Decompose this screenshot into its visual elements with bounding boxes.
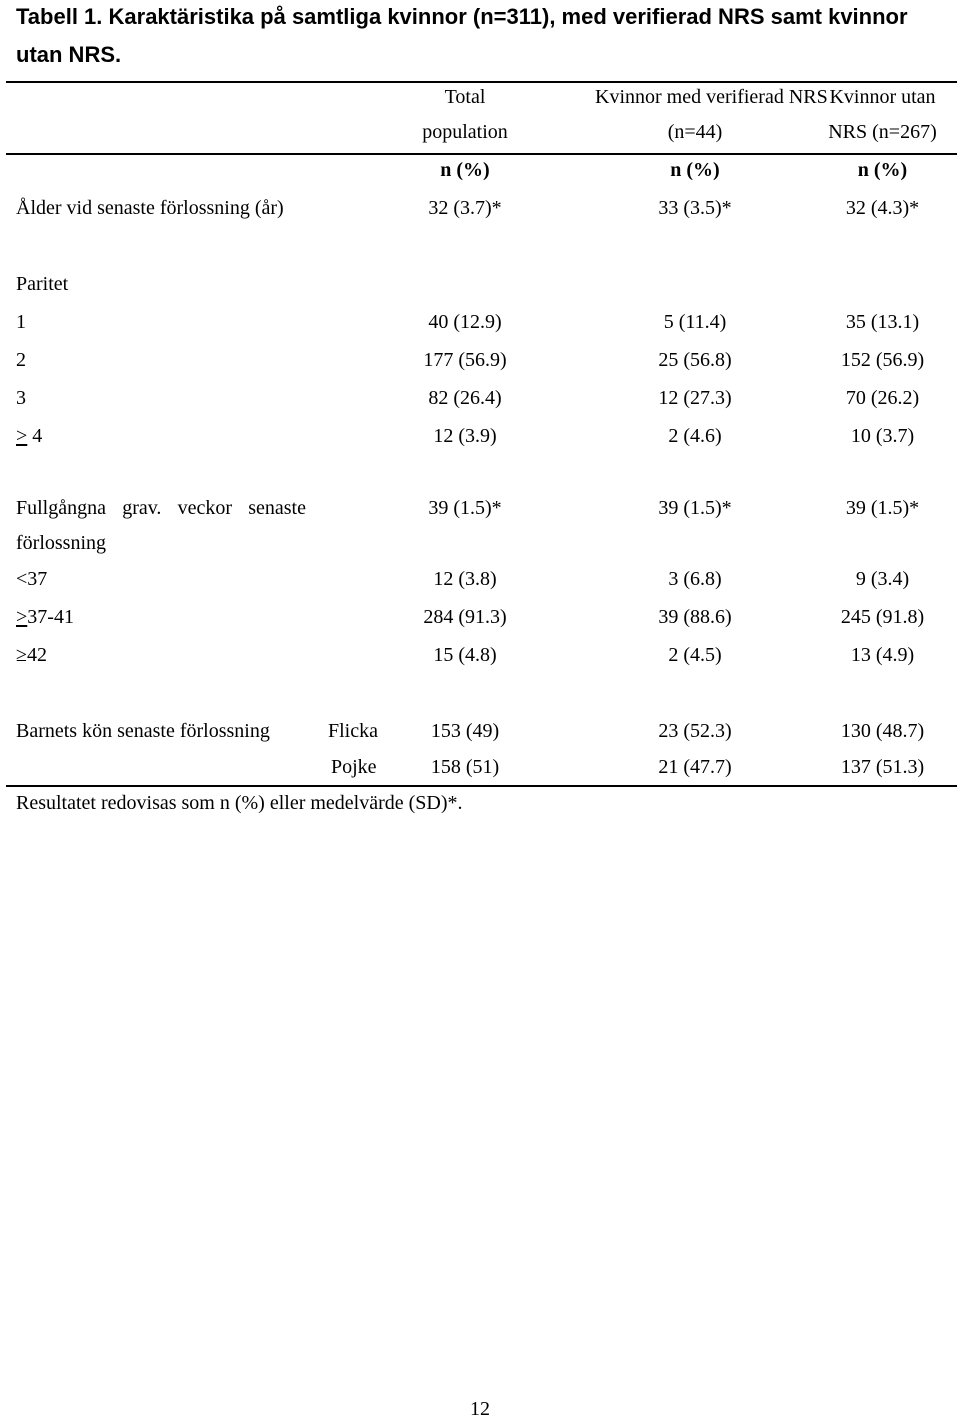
bottom-rule: [6, 785, 957, 787]
weeks-cell: 284 (91.3): [423, 606, 507, 628]
weeks-cell: 3 (6.8): [668, 568, 722, 590]
paritet-row-label: [16, 424, 42, 448]
sex-cell: 23 (52.3): [658, 720, 732, 742]
paritet-cell: 12 (3.9): [433, 425, 497, 447]
weeks-cell: 13 (4.9): [850, 644, 915, 666]
paritet-cell: 152 (56.9): [840, 349, 925, 371]
weeks-col3: 39 (1.5)*: [845, 497, 920, 519]
header-col3-line2: NRS (n=267): [828, 121, 937, 143]
paritet-cell: 12 (27.3): [658, 387, 732, 409]
paritet-cell: 2 (4.6): [668, 425, 722, 447]
header-rule: [6, 153, 957, 155]
sex-cell: 153 (49): [430, 720, 500, 742]
paritet-cell: 35 (13.1): [845, 311, 920, 333]
sex-label: Barnets kön senaste förlossning: [16, 720, 270, 742]
ge-symbol: >: [16, 606, 28, 628]
age-col3: 32 (4.3)*: [845, 197, 920, 219]
weeks-col2: 39 (1.5)*: [658, 497, 732, 519]
weeks-col1: 39 (1.5)*: [428, 497, 502, 519]
sex-cell: 21 (47.7): [658, 756, 732, 778]
header-col1-line1: Total: [444, 86, 486, 108]
page-number: 12: [470, 1398, 490, 1420]
weeks-row-label: [16, 605, 74, 629]
header-col2-line1: Kvinnor med verifierad NRS: [595, 86, 828, 108]
paritet-row-label: 3: [16, 387, 26, 409]
weeks-label-line2: förlossning: [16, 532, 106, 554]
sex-cell: 137 (51.3): [840, 756, 925, 778]
header-col2-line2: (n=44): [667, 121, 723, 143]
top-rule: [6, 81, 957, 83]
paritet-row-label: 1: [16, 311, 26, 333]
weeks-row-label: ≥42: [16, 644, 47, 666]
sex-row-label: Pojke: [331, 756, 377, 778]
weeks-cell: 39 (88.6): [658, 606, 732, 628]
unit-col1: n (%): [440, 159, 490, 181]
paritet-cell: 82 (26.4): [428, 387, 502, 409]
table-caption: Tabell 1. Karaktäristika på samtliga kvinnor (n=311), med verifierad NRS samt kvinnor utan NRS.: [16, 4, 908, 67]
paritet-row-label: 2: [16, 349, 26, 371]
weeks-cell: 15 (4.8): [433, 644, 497, 666]
ge-symbol: >: [16, 425, 28, 447]
age-col2: 33 (3.5)*: [658, 197, 732, 219]
age-col1: 32 (3.7)*: [428, 197, 502, 219]
weeks-cell: 12 (3.8): [433, 568, 497, 590]
paritet-cell: 25 (56.8): [658, 349, 732, 371]
weeks-label-line1: Fullgångna grav. veckor senaste: [16, 497, 306, 519]
paritet-label: Paritet: [16, 273, 69, 295]
header-col1-line2: population: [422, 121, 508, 143]
sex-cell: 158 (51): [430, 756, 500, 778]
weeks-cell: 9 (3.4): [855, 568, 910, 590]
paritet-cell: 10 (3.7): [850, 425, 915, 447]
paritet-cell: 70 (26.2): [845, 387, 920, 409]
age-label: Ålder vid senaste förlossning (år): [16, 197, 284, 219]
paritet-cell: 177 (56.9): [423, 349, 507, 371]
weeks-cell: 2 (4.5): [668, 644, 722, 666]
paritet-row-label-value: 4: [32, 425, 43, 447]
weeks-row-label-value: 37-41: [27, 606, 74, 628]
sex-row-label: Flicka: [328, 720, 378, 742]
unit-col2: n (%): [670, 159, 720, 181]
paritet-cell: 40 (12.9): [428, 311, 502, 333]
sex-cell: 130 (48.7): [840, 720, 925, 742]
paritet-cell: 5 (11.4): [663, 311, 727, 333]
unit-col3: n (%): [857, 159, 908, 181]
footnote: Resultatet redovisas som n (%) eller medelvärde (SD)*.: [16, 792, 463, 814]
weeks-cell: 245 (91.8): [840, 606, 925, 628]
header-col3-line1: Kvinnor utan: [829, 86, 936, 108]
weeks-row-label: <37: [16, 568, 48, 590]
